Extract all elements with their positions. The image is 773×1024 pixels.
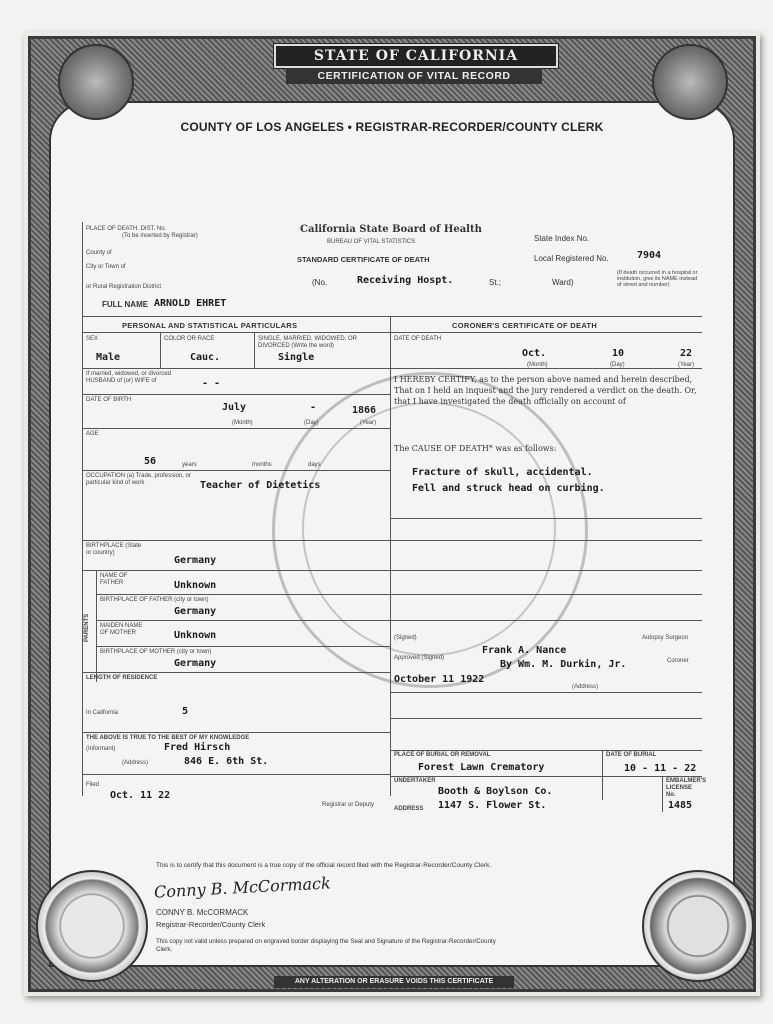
age-value: 56 — [144, 456, 157, 467]
spouse-label: If married, widowed, or divorced HUSBAND of (or) WIFE of — [86, 371, 172, 384]
filed-label: Filed — [86, 782, 100, 788]
dob-year: 1866 — [352, 405, 377, 416]
father-birthplace-label: BIRTHPLACE OF FATHER (city or town) — [100, 597, 209, 603]
dob-day: - — [310, 402, 317, 413]
birthplace-label: BIRTHPLACE (State or country) — [86, 543, 142, 556]
place-sub-label: (To be inserted by Registrar) — [122, 233, 198, 239]
dob-month-label: (Month) — [232, 420, 253, 426]
registrar-name: CONNY B. McCORMACK — [156, 908, 249, 917]
father-value: Unknown — [174, 580, 217, 591]
marital-value: Single — [278, 352, 315, 363]
signed-label: (Signed) — [394, 635, 417, 641]
burial-place-label: PLACE OF BURIAL OR REMOVAL — [394, 752, 491, 758]
age-months-label: months — [252, 462, 272, 468]
father-label: NAME OF FATHER — [100, 573, 128, 586]
state-banner: STATE OF CALIFORNIA — [274, 44, 558, 68]
mother-birthplace-value: Germany — [174, 658, 217, 669]
rural-label: or Rural Registration District — [86, 284, 162, 290]
informant-label: THE ABOVE IS TRUE TO THE BEST OF MY KNOWLEDGE — [86, 735, 250, 741]
state-index-label: State Index No. — [534, 234, 590, 243]
undertaker-address-label: ADDRESS — [394, 806, 424, 812]
certify-text: I HEREBY CERTIFY, as to the person above named and herein described, That on I held an inquest and the jury rendered a verdict on the death. Or, that I have investigated the death officially on account of — [394, 375, 697, 406]
mother-label: MAIDEN NAME OF MOTHER — [100, 623, 143, 636]
color-value: Cauc. — [190, 352, 221, 363]
validity-notice: This copy not valid unless prepared on engraved border displaying the Seal and Signature of the Registrar-Recorder/County Clerk. — [156, 938, 496, 953]
embalmer-license-label: EMBALMER'S LICENSE No. — [666, 778, 707, 798]
occupation-label: OCCUPATION (a) Trade, profession, or particular kind of work — [86, 473, 191, 486]
age-label: AGE — [86, 431, 99, 437]
certificate-title: STANDARD CERTIFICATE OF DEATH — [297, 255, 430, 264]
father-birthplace-value: Germany — [174, 606, 217, 617]
watermark-seal-inner — [302, 402, 556, 656]
embalmer-license-value: 1485 — [668, 800, 693, 811]
bureau-label: BUREAU OF VITAL STATISTICS — [327, 239, 416, 245]
coroner-name: Frank A. Nance — [482, 645, 567, 656]
certificate-page — [24, 32, 760, 996]
burial-date-label: DATE OF BURIAL — [606, 752, 657, 758]
dob-label: DATE OF BIRTH — [86, 397, 132, 403]
cause-line-2: Fell and struck head on curbing. — [412, 483, 605, 494]
death-year-label: (Year) — [678, 362, 695, 368]
undertaker-address-value: 1147 S. Flower St. — [438, 800, 547, 811]
certification-subbanner: CERTIFICATION OF VITAL RECORD — [286, 68, 542, 84]
full-name-value: ARNOLD EHRET — [154, 298, 227, 309]
age-years-label: years — [182, 462, 197, 468]
place-of-death-label: PLACE OF DEATH. DIST. No. — [86, 226, 167, 232]
county-los-angeles-seal — [642, 870, 754, 982]
color-label: COLOR OR RACE — [164, 336, 215, 342]
registrar-signature: Conny B. McCormack — [153, 873, 332, 902]
informant-address-label: (Address) — [122, 760, 149, 766]
mother-value: Unknown — [174, 630, 217, 641]
city-label: City or Town of — [86, 264, 126, 270]
county-of-label: County of — [86, 250, 112, 256]
marital-label: SINGLE, MARRIED, WIDOWED, OR DIVORCED (Write the word) — [258, 336, 358, 349]
undertaker-label: UNDERTAKER — [394, 778, 436, 784]
burial-place-value: Forest Lawn Crematory — [418, 762, 545, 773]
registrar-label: Registrar or Deputy — [322, 802, 375, 808]
death-month: Oct. — [522, 348, 547, 359]
board-of-health: California State Board of Health — [300, 224, 482, 235]
spouse-value: - - — [202, 378, 221, 389]
alteration-warning: ANY ALTERATION OR ERASURE VOIDS THIS CERTIFICATE — [274, 976, 514, 988]
local-registered-label: Local Registered No. — [534, 254, 609, 263]
county-heading: COUNTY OF LOS ANGELES • REGISTRAR-RECORDER/COUNTY CLERK — [180, 120, 604, 134]
certification-statement: This is to certify that this document is a true copy of the official record filed with the Registrar-Recorder/County Clerk. — [156, 862, 492, 869]
coroner-heading: CORONER'S CERTIFICATE OF DEATH — [452, 321, 598, 330]
coroner-title-label: Coroner — [667, 658, 689, 664]
age-days-label: days — [308, 462, 321, 468]
death-certificate-form — [82, 222, 707, 812]
autopsy-label: Autopsy Surgeon — [642, 635, 689, 641]
coroner-address-label: (Address) — [572, 684, 599, 690]
occupation-value: Teacher of Dietetics — [200, 480, 321, 491]
death-month-label: (Month) — [527, 362, 548, 368]
undertaker-value: Booth & Boylson Co. — [438, 786, 553, 797]
great-seal-california — [36, 870, 148, 982]
parents-label: PARENTS — [84, 613, 90, 642]
informant-address-value: 846 E. 6th St. — [184, 756, 269, 767]
death-day: 10 — [612, 348, 625, 359]
deputy-name: By Wm. M. Durkin, Jr. — [500, 659, 627, 670]
dob-month: July — [222, 402, 247, 413]
mother-birthplace-label: BIRTHPLACE OF MOTHER (city or town) — [100, 649, 212, 655]
no-label: (No. — [312, 278, 328, 287]
informant-value: Fred Hirsch — [164, 742, 231, 753]
death-day-label: (Day) — [610, 362, 625, 368]
full-name-label: FULL NAME — [102, 300, 149, 309]
in-california-value: 5 — [182, 706, 189, 717]
hospital-note: (If death occurred in a hospital or institution, give its NAME instead of street and number) — [617, 270, 698, 288]
corner-medallion-left — [58, 44, 134, 120]
death-year: 22 — [680, 348, 693, 359]
cause-line-1: Fracture of skull, accidental. — [412, 467, 593, 478]
personal-heading: PERSONAL AND STATISTICAL PARTICULARS — [122, 321, 298, 330]
sex-value: Male — [96, 352, 121, 363]
coroner-cert-date: October 11 1922 — [394, 674, 485, 685]
in-california-label: In California — [86, 710, 119, 716]
burial-date-value: 10 - 11 - 22 — [624, 763, 697, 774]
dob-day-label: (Day) — [304, 420, 319, 426]
filed-value: Oct. 11 22 — [110, 790, 171, 801]
local-registered-value: 7904 — [637, 250, 662, 261]
dob-year-label: (Year) — [360, 420, 377, 426]
informant-sub-label: (Informant) — [86, 746, 116, 752]
registrar-title: Registrar-Recorder/County Clerk — [156, 920, 266, 929]
hospital-value: Receiving Hospt. — [357, 275, 454, 286]
st-label: St.; — [489, 278, 502, 287]
date-of-death-label: DATE OF DEATH — [394, 336, 442, 342]
birthplace-value: Germany — [174, 555, 217, 566]
sex-label: SEX — [86, 336, 99, 342]
approved-label: Approved (Signed) — [394, 655, 445, 661]
cause-label: The CAUSE OF DEATH* was as follows: — [394, 444, 557, 453]
ward-label: Ward) — [552, 278, 574, 287]
corner-medallion-right — [652, 44, 728, 120]
residence-label: LENGTH OF RESIDENCE — [86, 675, 158, 681]
